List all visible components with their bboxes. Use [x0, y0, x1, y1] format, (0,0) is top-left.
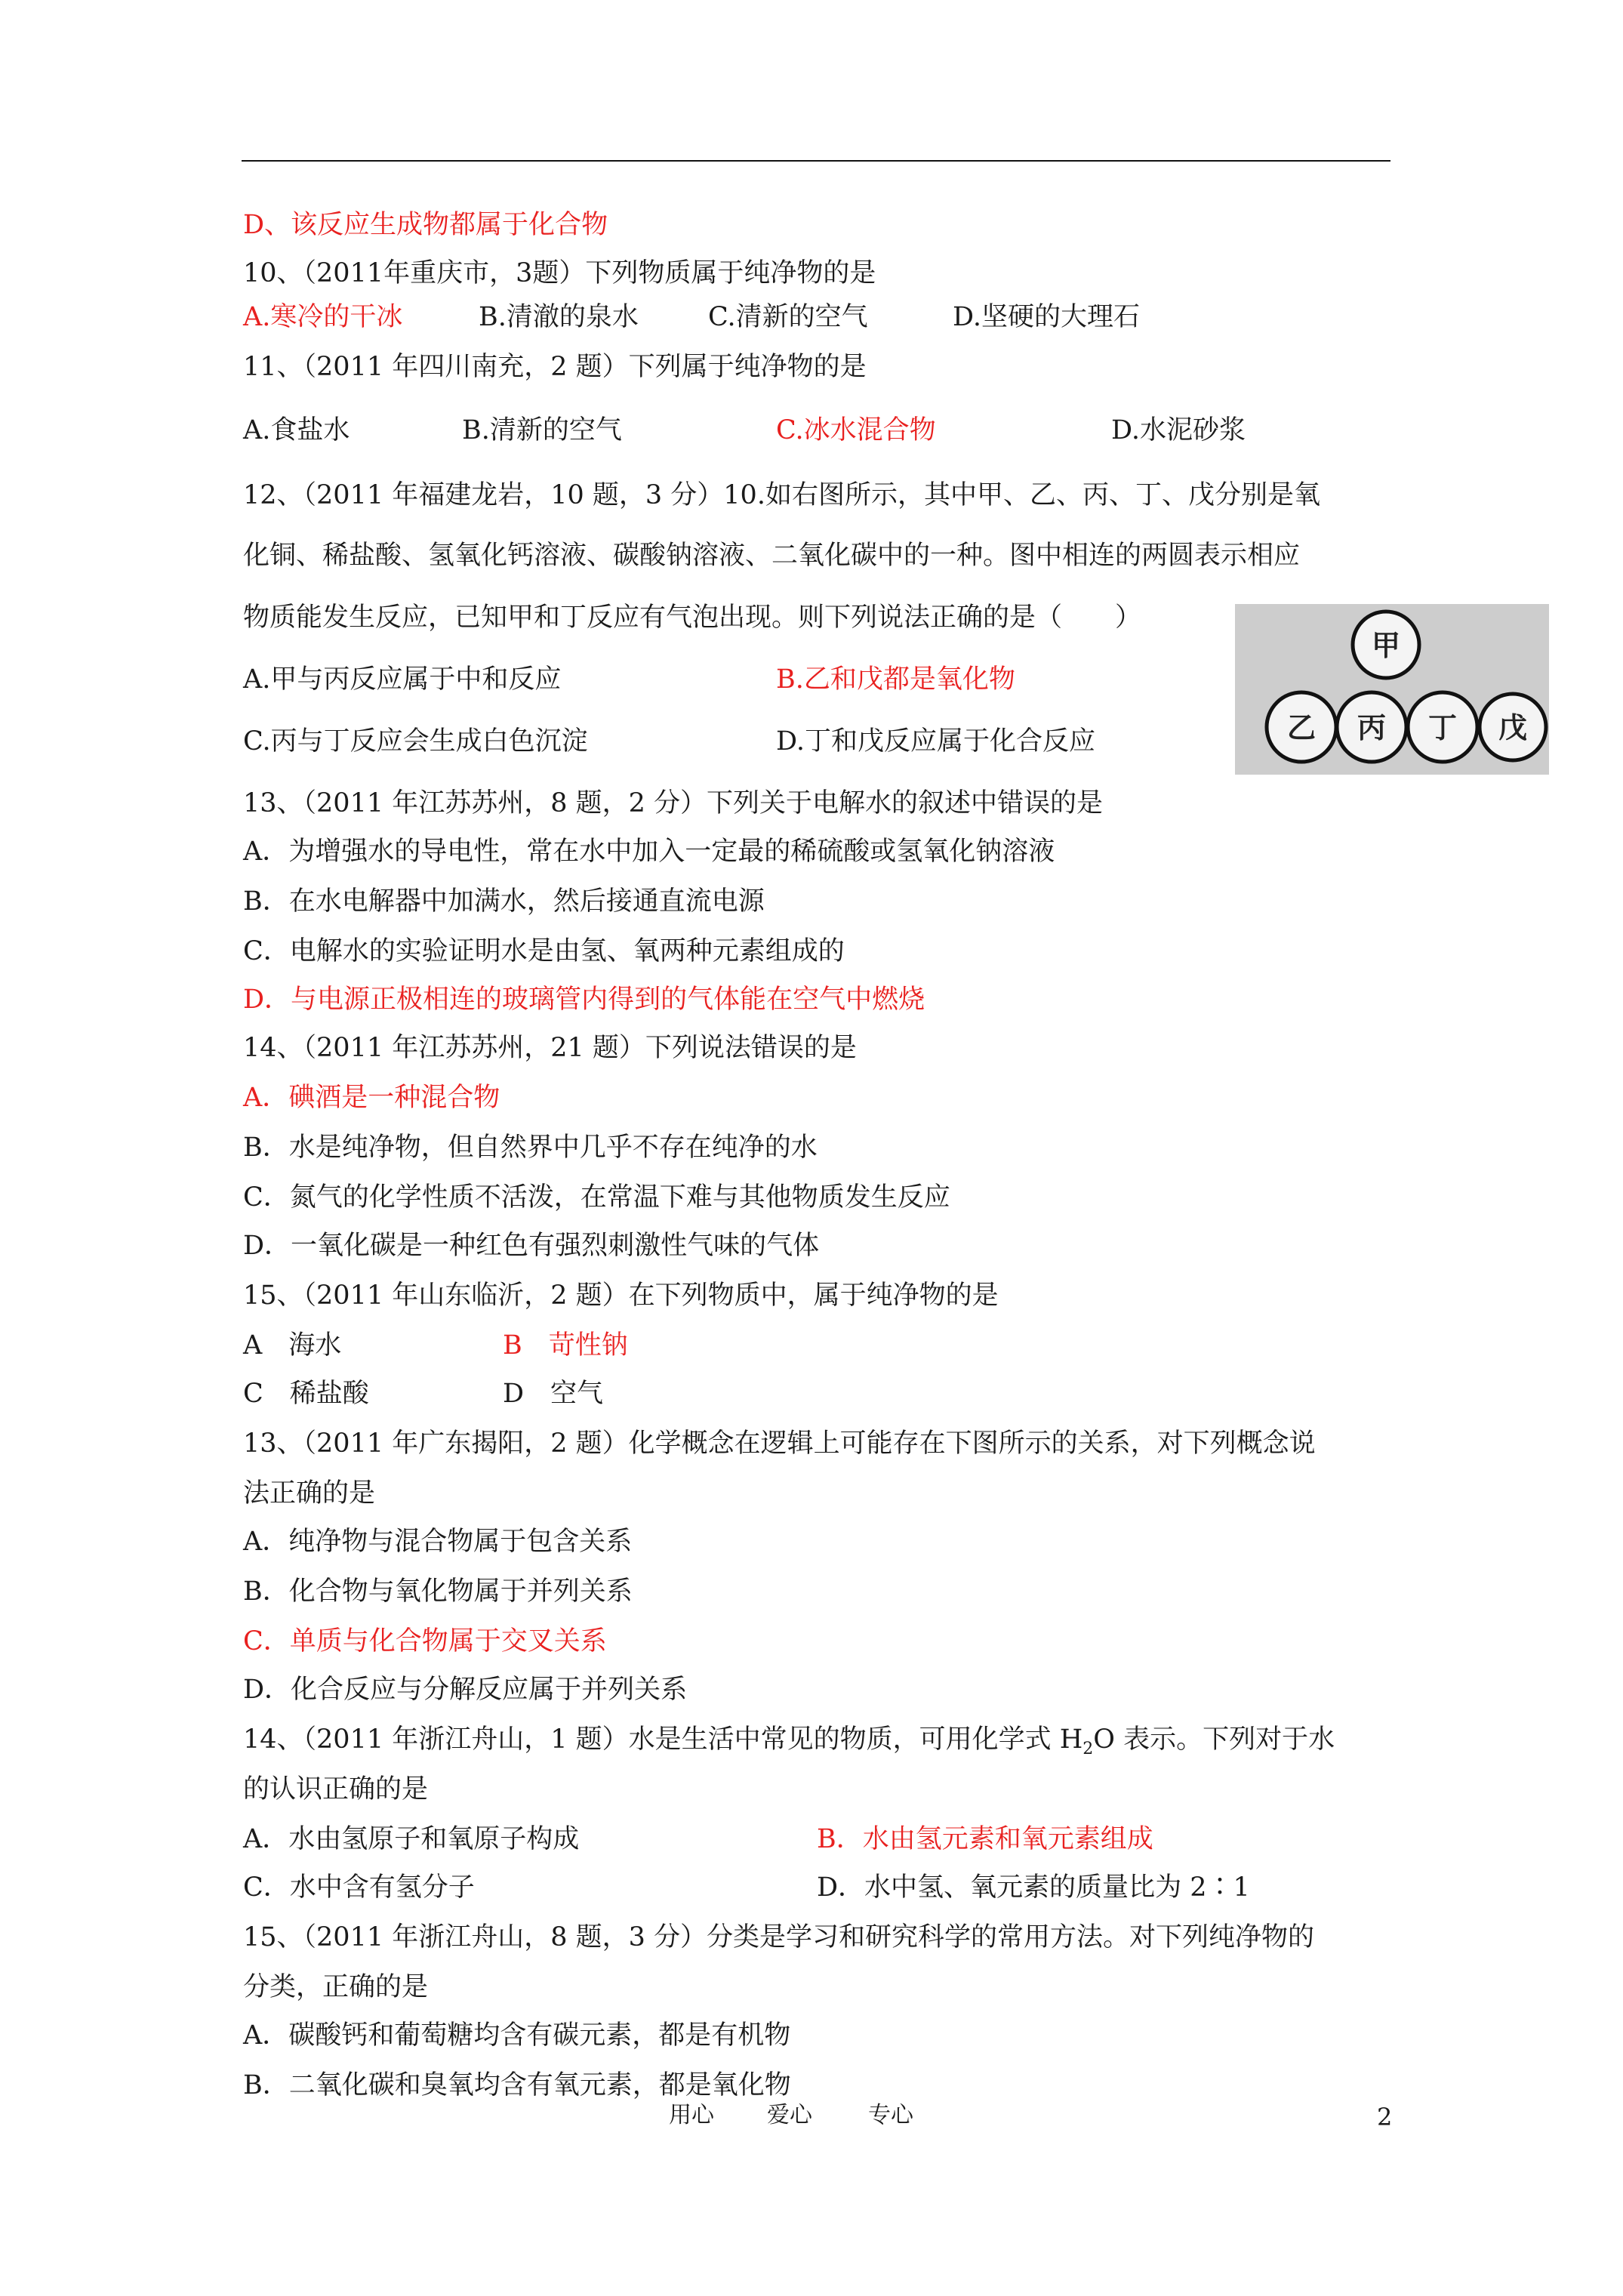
footer-word-2: 爱心	[767, 2102, 812, 2128]
q13b-stem-line1: 13、（2011 年广东揭阳，2 题）化学概念在逻辑上可能存在下图所示的关系，对下列概念说	[243, 1428, 1316, 1459]
q14-option-d: D．一氧化碳是一种红色有强烈刺激性气味的气体	[243, 1231, 820, 1261]
q14-option-a: A．碘酒是一种混合物	[243, 1083, 500, 1113]
circle-label-bing: 丙	[1357, 711, 1387, 744]
footer-word-1: 用心	[669, 2102, 714, 2128]
q15b-stem-line2: 分类，正确的是	[243, 1972, 429, 2002]
q15-option-c: C 稀盐酸	[243, 1379, 369, 1409]
circle-label-jia: 甲	[1371, 629, 1401, 662]
page-number: 2	[1377, 2103, 1393, 2131]
q10-option-b: B.清澈的泉水	[479, 302, 639, 332]
q12-options-ab	[243, 663, 1149, 696]
q13-option-d: D．与电源正极相连的玻璃管内得到的气体能在空气中燃烧	[243, 985, 925, 1015]
q14b-stem-part2: O 表示。下列对于水	[1093, 1724, 1335, 1755]
q12-stem-line3: 物质能发生反应，已知甲和丁反应有气泡出现。则下列说法正确的是（ ）	[243, 603, 1142, 633]
q14b-option-d: D．水中氢、氧元素的质量比为 2∶1	[817, 1872, 1250, 1903]
q11-option-a: A.食盐水	[243, 415, 350, 445]
q15-options-cd	[243, 1377, 847, 1410]
q11-option-d: D.水泥砂浆	[1111, 415, 1246, 445]
q12-options-cd	[243, 725, 1149, 758]
q11-option-c: C.冰水混合物	[776, 415, 936, 445]
q12-option-c: C.丙与丁反应会生成白色沉淀	[243, 726, 588, 757]
q12-stem-line1: 12、（2011 年福建龙岩，10 题，3 分）10.如右图所示，其中甲、乙、丙、丁、戊分别是氧	[243, 480, 1320, 510]
q13b-option-a: A．纯净物与混合物属于包含关系	[243, 1527, 633, 1557]
q14-option-b: B．水是纯净物，但自然界中几乎不存在纯净的水	[243, 1133, 818, 1163]
footer-word-3: 专心	[868, 2102, 913, 2128]
q14b-stem-line1	[243, 1723, 1335, 1766]
q11-options	[243, 414, 1451, 447]
q12-option-b: B.乙和戊都是氧化物	[776, 664, 1015, 695]
q15b-option-a: A．碳酸钙和葡萄糖均含有碳元素，都是有机物	[243, 2020, 791, 2051]
q13-stem: 13、（2011 年江苏苏州，8 题，2 分）下列关于电解水的叙述中错误的是	[243, 788, 1104, 818]
q10-stem: 10、（2011年重庆市，3题）下列物质属于纯净物的是	[243, 258, 876, 288]
q10-option-a: A.寒冷的干冰	[243, 302, 403, 332]
q14b-options-ab	[243, 1823, 1375, 1856]
circle-label-wu: 戊	[1498, 711, 1528, 744]
q15-option-a: A 海水	[243, 1330, 342, 1361]
q12-stem-line2: 化铜、稀盐酸、氢氧化钙溶液、碳酸钠溶液、二氧化碳中的一种。图中相连的两圆表示相应	[243, 541, 1301, 571]
q10-options	[243, 300, 1451, 334]
reaction-circles-diagram	[1235, 604, 1549, 775]
q13-option-a: A．为增强水的导电性，常在水中加入一定最的稀硫酸或氢氧化钠溶液	[243, 837, 1055, 867]
circle-label-ding: 丁	[1427, 711, 1458, 744]
q14-stem: 14、（2011 年江苏苏州，21 题）下列说法错误的是	[243, 1033, 857, 1063]
q13b-stem-line2: 法正确的是	[243, 1478, 376, 1509]
q14b-options-cd	[243, 1871, 1375, 1904]
q14b-option-b: B．水由氢元素和氧元素组成	[817, 1824, 1153, 1854]
q11-option-b: B.清新的空气	[462, 415, 622, 445]
q13b-option-c: C．单质与化合物属于交叉关系	[243, 1626, 607, 1657]
q11-stem: 11、（2011 年四川南充，2 题）下列属于纯净物的是	[243, 352, 867, 382]
q13-option-b: B．在水电解器中加满水，然后接通直流电源	[243, 886, 765, 917]
reaction-circles-figure	[1235, 604, 1549, 775]
circle-label-yi: 乙	[1286, 711, 1317, 744]
q15-option-d: D 空气	[503, 1379, 604, 1409]
q13-option-c: C．电解水的实验证明水是由氢、氧两种元素组成的	[243, 936, 845, 966]
q14b-option-c: C．水中含有氢分子	[243, 1872, 475, 1903]
header-rule	[242, 160, 1390, 162]
q13b-option-b: B．化合物与氧化物属于并列关系	[243, 1576, 633, 1607]
q15-options-ab	[243, 1329, 847, 1362]
q13b-option-d: D．化合反应与分解反应属于并列关系	[243, 1675, 688, 1705]
q10-option-d: D.坚硬的大理石	[953, 302, 1140, 332]
q14b-stem-part1: 14、（2011 年浙江舟山，1 题）水是生活中常见的物质，可用化学式 H	[243, 1724, 1083, 1755]
q15-option-b: B 苛性钠	[503, 1330, 628, 1361]
q12-option-a: A.甲与丙反应属于中和反应	[243, 664, 562, 695]
q12-option-d: D.丁和戊反应属于化合反应	[776, 726, 1095, 757]
q15b-stem-line1: 15、（2011 年浙江舟山，8 题，3 分）分类是学习和研究科学的常用方法。对下列纯净物的	[243, 1922, 1315, 1952]
q9-option-d: D、该反应生成物都属于化合物	[243, 210, 608, 240]
q14b-stem-line2: 的认识正确的是	[243, 1774, 429, 1804]
q15b-option-b: B．二氧化碳和臭氧均含有氧元素，都是氧化物	[243, 2070, 791, 2100]
q14b-option-a: A．水由氢原子和氧原子构成	[243, 1824, 580, 1854]
q15-stem: 15、（2011 年山东临沂，2 题）在下列物质中，属于纯净物的是	[243, 1281, 999, 1311]
formula-subscript: 2	[1083, 1740, 1094, 1758]
q14-option-c: C．氮气的化学性质不活泼，在常温下难与其他物质发生反应	[243, 1182, 950, 1213]
q10-option-c: C.清新的空气	[708, 302, 868, 332]
